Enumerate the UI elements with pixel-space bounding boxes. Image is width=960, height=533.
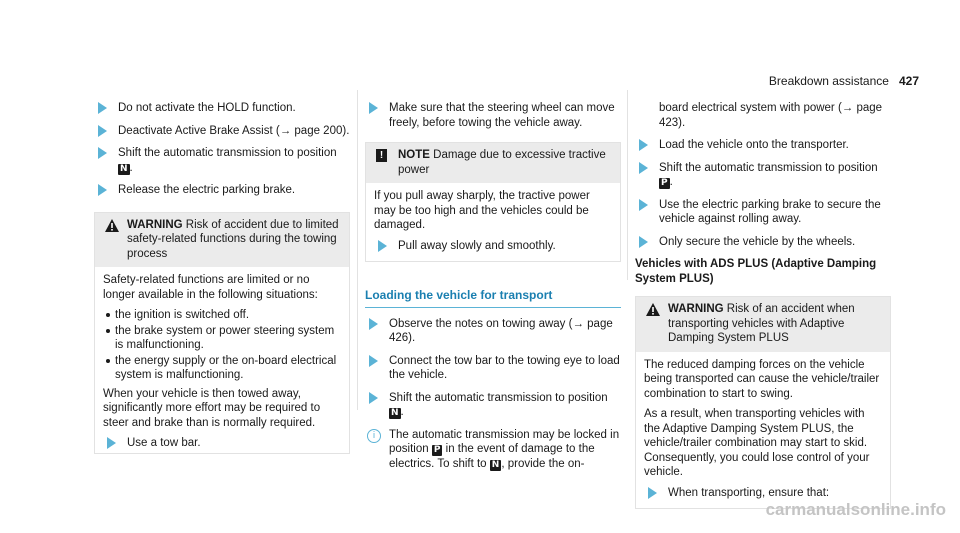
- step-release-parking-brake: Release the electric parking brake.: [94, 183, 350, 198]
- continued-text: board electrical system with power (→ page 423).: [659, 102, 883, 129]
- note-body: [366, 183, 620, 253]
- step-steering-wheel: Make sure that the steering wheel can move freely, before towing the vehicle away.: [365, 101, 621, 130]
- step-shift-park: Shift the automatic transmission to position P .: [635, 161, 891, 190]
- list-item: the energy supply or the on-board electrical system is malfunctioning.: [103, 354, 341, 383]
- step-arrow-icon: [369, 102, 378, 114]
- step-arrow-icon: [639, 236, 648, 248]
- section-name: Breakdown assistance: [768, 74, 889, 88]
- step-shift-neutral-2: Shift the automatic transmission to position N .: [365, 391, 621, 420]
- step-arrow-icon: [369, 318, 378, 330]
- list-item: the ignition is switched off.: [103, 308, 341, 323]
- note-title: Damage due to excessive tractive power: [398, 149, 606, 176]
- column-1: [94, 101, 350, 464]
- step-pull-away-slowly: Pull away slowly and smoothly.: [374, 239, 612, 254]
- warning-label: WARNING: [127, 218, 183, 231]
- gear-n-symbol: N: [491, 459, 500, 470]
- warning-label: WARNING: [668, 303, 724, 315]
- column-3: [635, 101, 891, 519]
- note-box-tractive-power: [365, 142, 621, 262]
- step-arrow-icon: [98, 102, 107, 114]
- step-arrow-icon: [107, 437, 116, 449]
- note-label: NOTE: [398, 149, 430, 161]
- page-header: [769, 74, 919, 89]
- sub-heading-ads-plus: Vehicles with ADS PLUS (Adaptive Damping System PLUS): [635, 258, 877, 285]
- column-divider: [627, 90, 628, 280]
- gear-n-symbol: N: [391, 408, 399, 418]
- warning-triangle-icon: [646, 303, 660, 316]
- step-shift-neutral: Shift the automatic transmission to position N .: [94, 146, 350, 175]
- column-divider: [357, 90, 358, 410]
- gear-p-symbol: P: [661, 178, 668, 188]
- gear-n-symbol: N: [120, 163, 128, 174]
- step-load-vehicle: Load the vehicle onto the transporter.: [635, 138, 891, 153]
- step-no-hold: Do not activate the HOLD function.: [94, 101, 350, 116]
- step-arrow-icon: [648, 487, 657, 499]
- warning-text: As a result, when transporting vehicles with the Adaptive Damping System PLUS, the vehicle/trailer combination may start to skid. Consequently, you could lose control of your vehicle.: [644, 408, 870, 478]
- step-secure-parking-brake: Use the electric parking brake to secure the vehicle against rolling away.: [635, 198, 891, 227]
- list-item: the brake system or power steering system is malfunctioning.: [103, 324, 341, 353]
- step-connect-tow-bar: Connect the tow bar to the towing eye to load the vehicle.: [365, 354, 621, 383]
- page-number: 427: [898, 74, 919, 88]
- info-transmission-locked: i The automatic transmission may be locked in position P in the event of damage to the electrics. To shift to N , provide the on-: [365, 428, 621, 472]
- info-icon: i: [367, 429, 381, 443]
- warning-body: [636, 352, 890, 501]
- warning-body: [95, 267, 349, 451]
- note-text: If you pull away sharply, the tractive power may be too high and the vehicles could be damaged.: [374, 190, 590, 231]
- warning-bullet-list: [103, 308, 341, 383]
- watermark: carmanualsonline.info: [765, 499, 946, 519]
- step-arrow-icon: [98, 125, 107, 137]
- warning-text: When your vehicle is then towed away, significantly more effort may be required to steer and brake than is normally required.: [103, 387, 321, 429]
- step-deactivate-brake-assist: Deactivate Active Brake Assist (→ page 200).: [94, 124, 350, 139]
- note-header: [366, 143, 620, 183]
- warning-box-ads-plus: [635, 296, 891, 509]
- warning-text: The reduced damping forces on the vehicle being transported can cause the vehicle/trailer combination to start to swing.: [644, 358, 880, 400]
- warning-title: Risk of accident due to limited safety-related functions during the towing process: [127, 218, 339, 260]
- step-arrow-icon: [639, 162, 648, 174]
- step-arrow-icon: [369, 355, 378, 367]
- warning-header: [95, 213, 349, 268]
- step-arrow-icon: [98, 147, 107, 159]
- warning-box-towing: [94, 212, 350, 454]
- step-arrow-icon: [378, 240, 387, 252]
- step-use-tow-bar: Use a tow bar.: [103, 436, 341, 451]
- step-arrow-icon: [639, 199, 648, 211]
- column-2: [365, 101, 621, 479]
- step-arrow-icon: [639, 139, 648, 151]
- warning-title: Risk of an accident when transporting vehicles with Adaptive Damping System PLUS: [668, 303, 855, 344]
- step-observe-notes: Observe the notes on towing away (→ page 426).: [365, 317, 621, 346]
- step-when-transporting: When transporting, ensure that:: [644, 486, 882, 501]
- step-arrow-icon: [98, 184, 107, 196]
- note-icon: !: [376, 149, 387, 162]
- gear-p-symbol: P: [433, 445, 441, 455]
- warning-header: [636, 297, 890, 352]
- step-secure-wheels: Only secure the vehicle by the wheels.: [635, 235, 891, 250]
- step-arrow-icon: [369, 392, 378, 404]
- section-title-loading: Loading the vehicle for transport: [365, 288, 621, 308]
- warning-triangle-icon: [105, 219, 119, 232]
- warning-intro: Safety-related functions are limited or no longer available in the following situations:: [103, 274, 318, 301]
